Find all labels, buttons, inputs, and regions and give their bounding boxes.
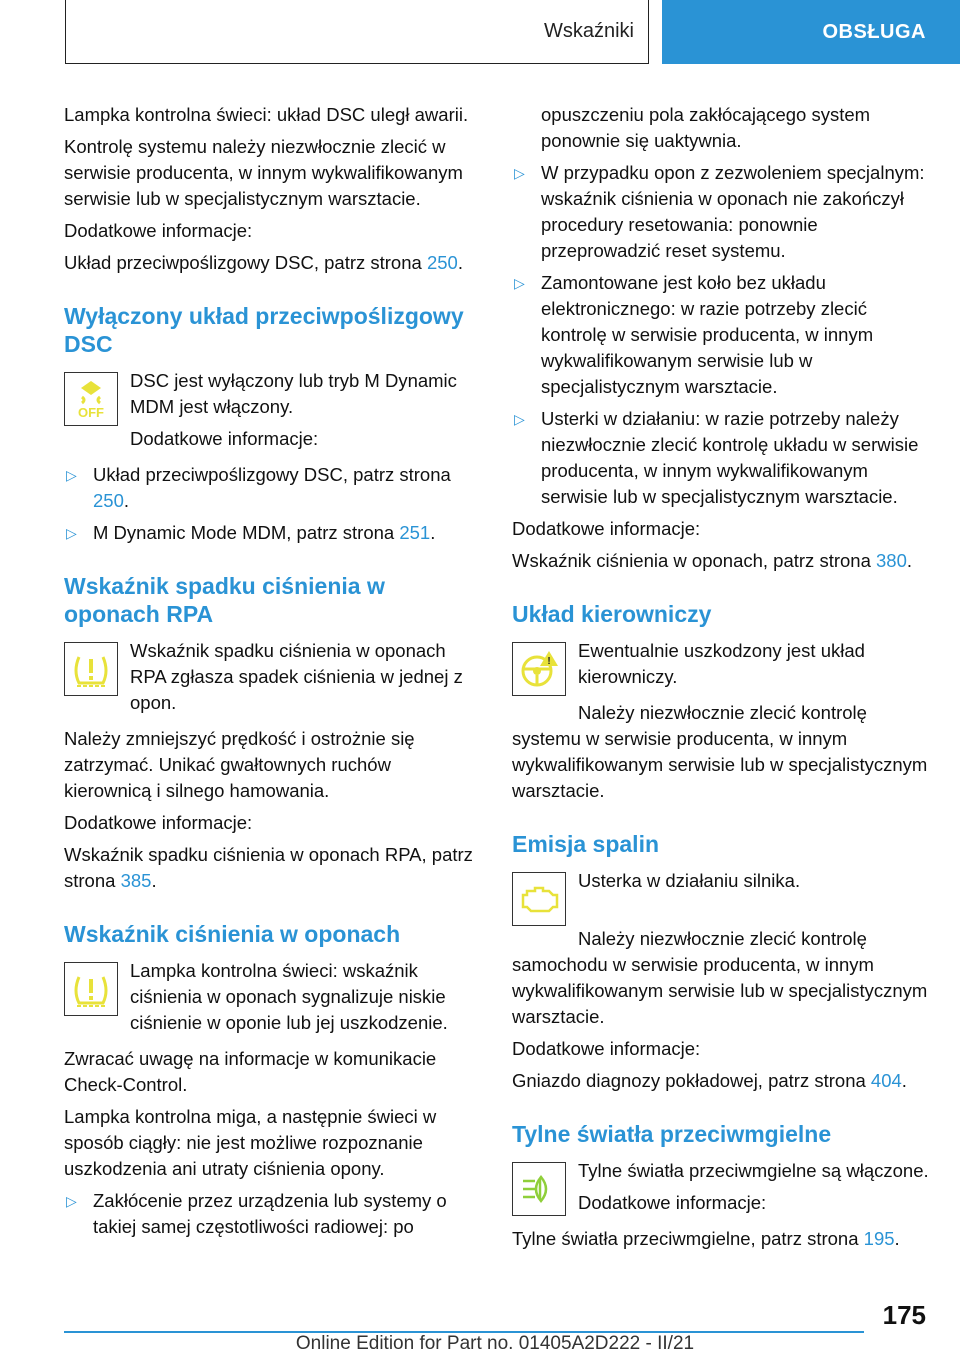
dsc-desc: DSC jest wyłączony lub tryb M Dynamic MDM jest włączony. (130, 370, 457, 417)
bullet-continuation: opuszczeniu pola zakłócającego system ponownie się uaktywnia. (541, 104, 871, 151)
paragraph: Należy zmniejszyć prędkość i ostrożnie się zatrzymać. Unikać gwałtownych ruchów kierownicą i silnego hamowania. (64, 728, 415, 801)
page-link[interactable]: 251 (399, 522, 431, 543)
left-column (64, 102, 480, 1246)
paragraph: Zwracać uwagę na informacje w komunikacie Check-Control. (64, 1048, 437, 1095)
paragraph: Dodatkowe informacje: (64, 812, 253, 833)
bullet-text: M Dynamic Mode MDM, patrz strona (93, 522, 400, 543)
steering-warning (512, 638, 932, 696)
header-section (65, 0, 649, 64)
bullet-triangle-icon: ▷ (514, 275, 525, 291)
list-item (512, 270, 932, 400)
page-link[interactable]: 195 (863, 1228, 895, 1249)
emission-warning (512, 868, 932, 926)
paragraph: Dodatkowe informacje: (512, 518, 701, 539)
bullet-text: Zamontowane jest koło bez układu elektronicznego: w razie potrzeby zlecić kontrolę w serwisie producenta, w innym wykwalifikowanym serwisie lub w specjalistycznym warsztacie. (541, 272, 874, 397)
rpa-warning (64, 638, 480, 722)
paragraph: Układ przeciwpoślizgowy DSC, patrz strona 250. (64, 252, 463, 273)
bullet-text: Zakłócenie przez urządzenia lub systemy o takiej samej częstotliwości radiowej: po (93, 1190, 447, 1237)
paragraph: Kontrolę systemu należy niezwłocznie zlecić w serwisie producenta, w innym wykwalifikowanym serwisie lub w specjalistycznym warsztacie. (64, 136, 463, 209)
steering-desc: Ewentualnie uszkodzony jest układ kierowniczy. (578, 640, 865, 687)
dsc-off-icon (64, 372, 118, 426)
paragraph: Tylne światła przeciwmgielne, patrz strona 195. (512, 1228, 900, 1249)
bullet-triangle-icon: ▷ (66, 467, 77, 483)
bullet-triangle-icon: ▷ (514, 165, 525, 181)
ref-text: Układ przeciwpoślizgowy DSC, patrz strona (64, 252, 427, 273)
dsc-more: Dodatkowe informacje: (130, 428, 319, 449)
page-link[interactable]: 380 (876, 550, 907, 571)
tire-pressure-icon (64, 642, 118, 696)
ref-text: Wskaźnik ciśnienia w oponach, patrz strona (512, 550, 877, 571)
paragraph: Należy niezwłocznie zlecić kontrolę systemu w serwisie producenta, w innym wykwalifikowanym serwisie lub w specjalistycznym warsztacie. (512, 702, 928, 801)
paragraph: Lampka kontrolna miga, a następnie świeci w sposób ciągły: nie jest możliwe rozpoznanie uszkodzenia ani utraty ciśnienia opony. (64, 1106, 437, 1179)
header-section-label: Wskaźniki (543, 20, 634, 42)
section-heading-fog: Tylne światła przeciwmgielne (512, 1121, 832, 1147)
paragraph: Dodatkowe informacje: (64, 220, 253, 241)
footer-text: Online Edition for Part no. 01405A2D222 - II/21 (295, 1333, 695, 1354)
section-heading-rpa: Wskaźnik spadku ciśnienia w oponach RPA (64, 573, 385, 627)
section-heading-tpm: Wskaźnik ciśnienia w oponach (64, 921, 401, 947)
ref-text: Wskaźnik spadku ciśnienia w oponach RPA, patrz strona (64, 844, 473, 891)
right-column (512, 102, 932, 1258)
paragraph: Wskaźnik spadku ciśnienia w oponach RPA, patrz strona 385. (64, 844, 473, 891)
rear-fog-light-icon (512, 1162, 566, 1216)
page-link[interactable]: 250 (93, 490, 124, 511)
list-item (64, 1188, 480, 1240)
steering-warning-icon (512, 642, 566, 696)
page-link[interactable]: 385 (120, 870, 152, 891)
page-number: 175 (882, 1300, 926, 1330)
svg-text:OFF: OFF (78, 405, 104, 420)
header-chapter (662, 0, 960, 64)
list-item (512, 160, 932, 264)
paragraph: Dodatkowe informacje: (512, 1038, 701, 1059)
paragraph: Lampka kontrolna świeci: układ DSC uległ awarii. (64, 104, 469, 125)
fog-more: Dodatkowe informacje: (578, 1192, 767, 1213)
bullet-text: Układ przeciwpoślizgowy DSC, patrz strona (93, 464, 451, 485)
tpm-warning (64, 958, 480, 1042)
page-link[interactable]: 404 (870, 1070, 902, 1091)
bullet-triangle-icon: ▷ (66, 1193, 77, 1209)
dsc-warning (64, 368, 480, 458)
ref-text: Tylne światła przeciwmgielne, patrz strona (512, 1228, 864, 1249)
section-heading-dsc: Wyłączony układ przeciwpoślizgowy DSC (64, 303, 464, 357)
bullet-text: W przypadku opon z zezwoleniem specjalnym: wskaźnik ciśnienia w oponach nie zakończył procedury resetowania: ponownie przeprowadzić reset systemu. (541, 162, 925, 261)
engine-check-icon (512, 872, 566, 926)
section-heading-steering: Układ kierowniczy (512, 601, 712, 627)
paragraph: Gniazdo diagnozy pokładowej, patrz strona 404. (512, 1070, 907, 1091)
list-item (512, 406, 932, 510)
header-chapter-label: OBSŁUGA (822, 20, 926, 43)
page-link[interactable]: 250 (426, 252, 458, 273)
section-heading-emission: Emisja spalin (512, 831, 660, 857)
paragraph: Należy niezwłocznie zlecić kontrolę samochodu w serwisie producenta, w innym wykwalifikowanym serwisie lub w specjalistycznym warsztacie. (512, 928, 928, 1027)
bullet-text: Usterki w działaniu: w razie potrzeby należy niezwłocznie zlecić kontrolę układu w serwisie producenta, w innym wykwalifikowanym serwisie lub w specjalistycznym warsztacie. (541, 408, 919, 507)
tpm-desc: Lampka kontrolna świeci: wskaźnik ciśnienia w oponach sygnalizuje niskie ciśnienie w oponie lub jej uszkodzenie. (130, 960, 448, 1033)
tire-pressure-icon (64, 962, 118, 1016)
rpa-desc: Wskaźnik spadku ciśnienia w oponach RPA zgłasza spadek ciśnienia w jednej z opon. (130, 640, 463, 713)
list-item: ▷ M Dynamic Mode MDM, patrz strona 251. (64, 520, 480, 546)
bullet-triangle-icon: ▷ (514, 411, 525, 427)
bullet-triangle-icon: ▷ (66, 525, 77, 541)
fog-desc: Tylne światła przeciwmgielne są włączone. (578, 1160, 929, 1181)
fog-indicator (512, 1158, 932, 1222)
emission-desc: Usterka w działaniu silnika. (578, 870, 801, 891)
ref-text: Gniazdo diagnozy pokładowej, patrz strona (512, 1070, 871, 1091)
paragraph: Wskaźnik ciśnienia w oponach, patrz strona 380. (512, 550, 913, 571)
svg-text:!: ! (547, 656, 551, 667)
list-item: ▷ Układ przeciwpoślizgowy DSC, patrz strona 250. (66, 464, 451, 511)
